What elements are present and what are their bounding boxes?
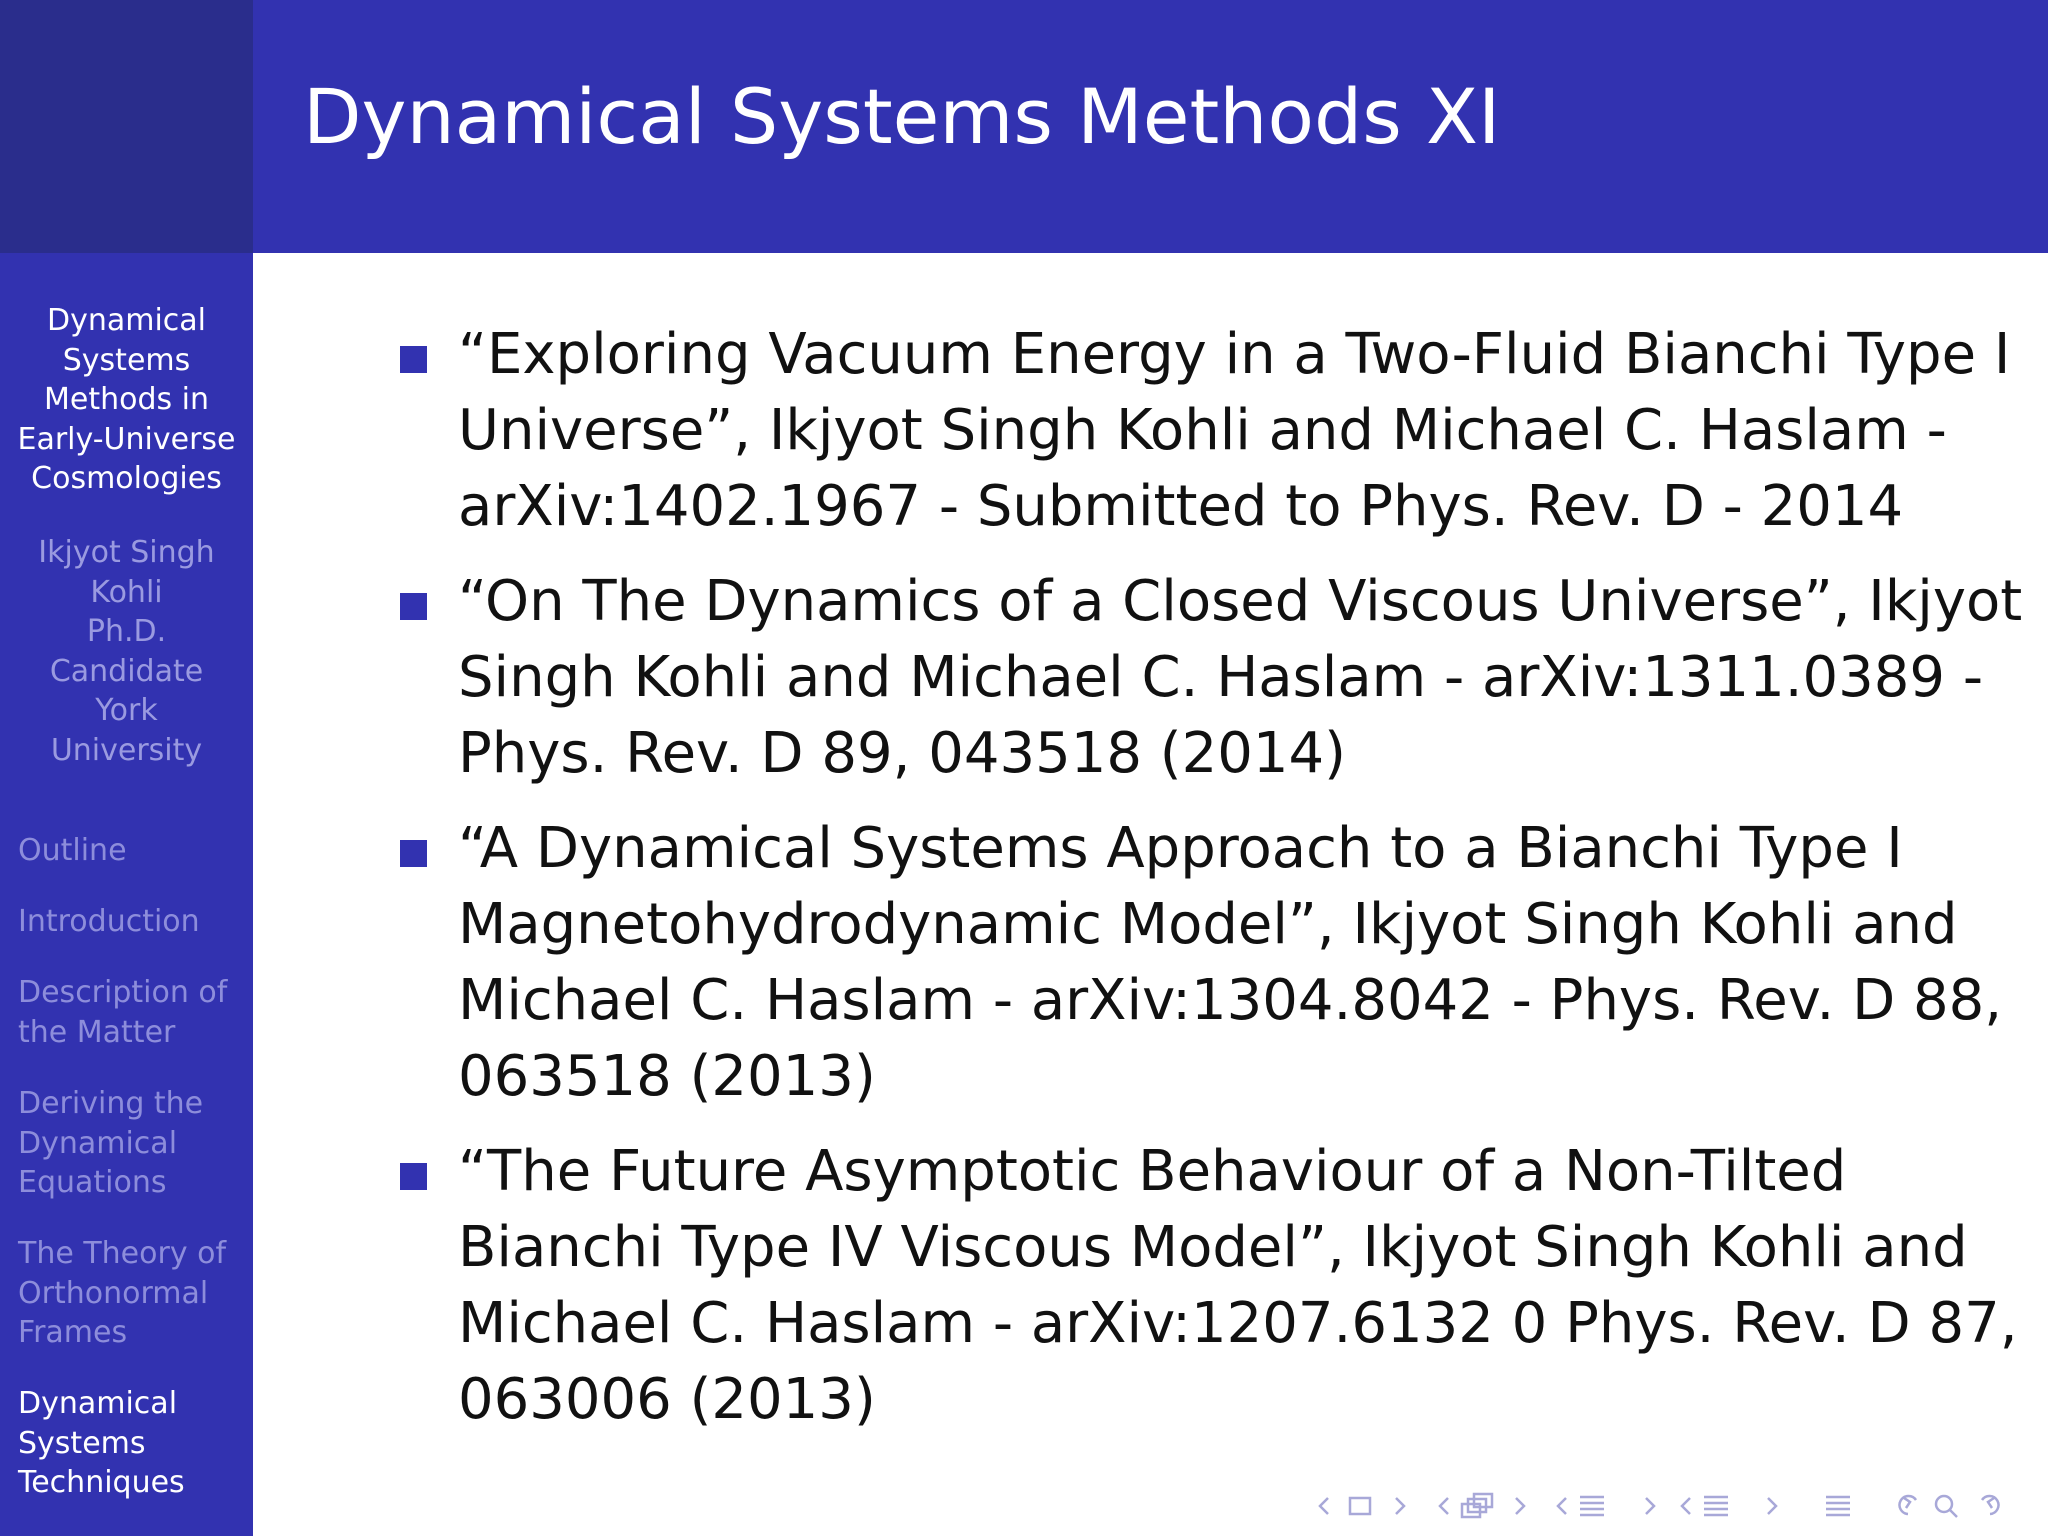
sidebar-item-deriving-the-dynamical-equations[interactable] <box>18 1084 248 1203</box>
reference-line: Michael C. Haslam - arXiv:1304.8042 - Phys. Rev. D 88, <box>458 968 2003 1033</box>
nav-arrow-right-icon[interactable] <box>1516 1498 1524 1514</box>
reference-item <box>458 564 2023 792</box>
sidebar-author-line: York <box>95 693 158 728</box>
navigation-bar <box>1316 1488 2032 1524</box>
sidebar-item-outline[interactable] <box>18 831 248 871</box>
sidebar-item-label: Dynamical <box>18 1386 178 1421</box>
sidebar-item-label: The Theory of <box>18 1236 227 1271</box>
outline-icon[interactable] <box>1826 1497 1850 1515</box>
sidebar-talk-title-line: Methods in <box>43 382 210 417</box>
section-icon[interactable] <box>1704 1497 1728 1515</box>
reference-line: Michael C. Haslam - arXiv:1207.6132 0 Phys. Rev. D 87, <box>458 1291 2018 1356</box>
reference-line: Phys. Rev. D 89, 043518 (2014) <box>458 721 1346 786</box>
header-corner <box>0 0 253 253</box>
slide-content <box>253 253 2048 1536</box>
nav-arrow-left-icon[interactable] <box>1558 1498 1566 1514</box>
nav-arrow-right-icon[interactable] <box>1396 1498 1404 1514</box>
sidebar-item-label: Outline <box>18 833 127 868</box>
reference-line: “On The Dynamics of a Closed Viscous Universe”, Ikjyot <box>458 569 2023 634</box>
nav-arrow-right-icon[interactable] <box>1768 1498 1776 1514</box>
frame-stack-icon[interactable] <box>1462 1494 1492 1517</box>
bullet-square-icon <box>400 1163 427 1190</box>
reference-line: arXiv:1402.1967 - Submitted to Phys. Rev. D - 2014 <box>458 474 1904 539</box>
sidebar-item-dynamical-systems-techniques[interactable] <box>18 1384 248 1503</box>
slide-title: Dynamical Systems Methods XI <box>303 72 1501 161</box>
reference-line: Singh Kohli and Michael C. Haslam - arXiv:1311.0389 - <box>458 645 1984 710</box>
search-icon[interactable] <box>1936 1496 1957 1517</box>
reference-line: 063518 (2013) <box>458 1044 876 1109</box>
reference-line: “Exploring Vacuum Energy in a Two-Fluid Bianchi Type I <box>458 322 2011 387</box>
sidebar-author-line: Candidate <box>49 653 204 689</box>
sidebar-item-label: Equations <box>18 1165 167 1200</box>
redo-icon[interactable] <box>1982 1496 1998 1514</box>
sidebar-author-line: University <box>50 732 203 768</box>
sidebar-item-label: Systems <box>18 1425 146 1461</box>
bullet-square-icon <box>400 840 427 867</box>
nav-arrow-left-icon[interactable] <box>1682 1498 1690 1514</box>
sidebar-author <box>0 533 253 770</box>
sidebar-author-line: Ph.D. <box>86 614 167 649</box>
sidebar-talk-title-line: Cosmologies <box>31 461 222 496</box>
bullet-square-icon <box>400 346 427 373</box>
bullet-square-icon <box>400 593 427 620</box>
nav-arrow-right-icon[interactable] <box>1646 1498 1654 1514</box>
reference-item <box>458 1134 2018 1438</box>
sidebar-item-label: the Matter <box>18 1014 176 1050</box>
sidebar-item-label: Orthonormal <box>18 1275 209 1311</box>
nav-arrow-left-icon[interactable] <box>1440 1498 1448 1514</box>
sidebar-item-label: Frames <box>18 1315 128 1350</box>
undo-icon[interactable] <box>1900 1496 1916 1514</box>
sidebar-item-label: Deriving the <box>18 1086 204 1121</box>
reference-line: Universe”, Ikjyot Singh Kohli and Michael C. Haslam - <box>458 398 1947 463</box>
sidebar-item-label: Dynamical <box>18 1125 178 1161</box>
sidebar-talk-title-line: Systems <box>62 342 191 378</box>
sidebar-item-label: Techniques <box>18 1465 185 1500</box>
nav-arrow-left-icon[interactable] <box>1320 1498 1328 1514</box>
slide-header <box>253 0 2048 253</box>
reference-line: “The Future Asymptotic Behaviour of a Non-Tilted <box>458 1139 1847 1204</box>
sidebar-talk-title-line: Early-Universe <box>17 421 236 457</box>
sidebar-author-line: Kohli <box>90 574 163 610</box>
sidebar-item-label: Description of <box>18 975 228 1010</box>
sidebar-item-description-of-the-matter[interactable] <box>18 973 248 1052</box>
reference-line: Magnetohydrodynamic Model”, Ikjyot Singh Kohli and <box>458 892 1958 957</box>
sidebar-talk-title[interactable] <box>0 301 253 499</box>
reference-item <box>458 317 2011 545</box>
reference-line: 063006 (2013) <box>458 1367 876 1432</box>
sidebar-talk-title-line: Dynamical <box>46 303 207 338</box>
sidebar-item-label: Introduction <box>18 904 200 939</box>
sidebar-item-theory-of-orthonormal-frames[interactable] <box>18 1234 248 1353</box>
reference-line: Bianchi Type IV Viscous Model”, Ikjyot Singh Kohli and <box>458 1215 1968 1280</box>
sidebar <box>0 253 253 1536</box>
reference-item <box>458 811 2003 1115</box>
sidebar-item-introduction[interactable] <box>18 902 248 942</box>
subsection-icon[interactable] <box>1580 1497 1604 1515</box>
reference-line: “A Dynamical Systems Approach to a Bianchi Type I <box>458 816 1903 881</box>
sidebar-author-line: Ikjyot Singh <box>38 535 215 570</box>
frame-icon[interactable] <box>1350 1498 1370 1514</box>
